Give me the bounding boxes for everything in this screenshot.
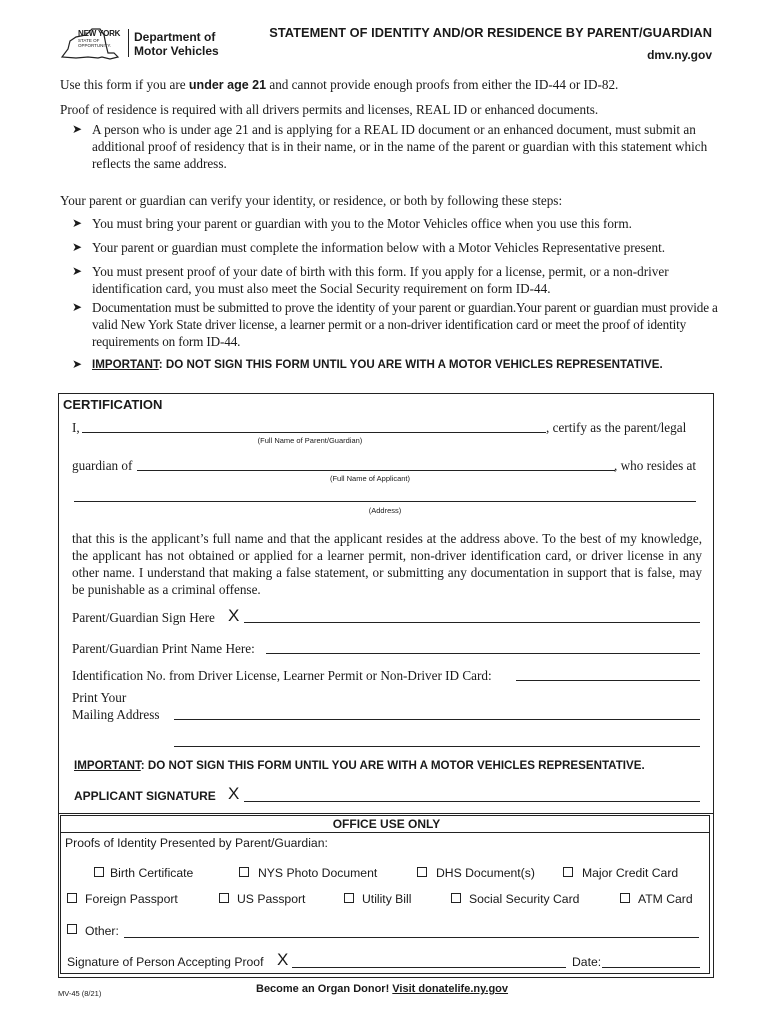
- arrow-icon: ➤: [72, 240, 83, 254]
- certification-section: [58, 393, 714, 814]
- checkbox-nys-photo-document[interactable]: [239, 867, 249, 877]
- intro-under-21: Use this form if you are under age 21 and cannot provide enough proofs from either the ID-44 or ID-82.: [60, 77, 619, 92]
- form-number: MV-45 (8/21): [58, 989, 102, 998]
- label-certify: , certify as the parent/legal: [546, 420, 687, 435]
- address-field[interactable]: [74, 501, 696, 502]
- important-notice-top: ➤ IMPORTANT: DO NOT SIGN THIS FORM UNTIL YOU ARE WITH A MOTOR VEHICLES REPRESENTATIVE.: [72, 357, 663, 371]
- label-major-credit-card: Major Credit Card: [582, 866, 679, 880]
- label-nys-photo-document: NYS Photo Document: [258, 866, 378, 880]
- label-atm-card: ATM Card: [638, 892, 693, 906]
- signature-x-mark: X: [228, 606, 240, 625]
- accepting-x-mark: X: [277, 950, 289, 969]
- intro-proof-residence: Proof of residence is required with all drivers permits and licenses, REAL ID or enhanced documents.: [60, 102, 599, 117]
- label-id-number: Identification No. from Driver License, Learner Permit or Non-Driver ID Card:: [72, 668, 492, 683]
- label-parent-print-name: Parent/Guardian Print Name Here:: [72, 641, 255, 656]
- label-other: Other:: [85, 924, 119, 938]
- checkbox-atm-card[interactable]: [620, 893, 630, 903]
- label-dhs-documents: DHS Document(s): [436, 866, 535, 880]
- label-utility-bill: Utility Bill: [362, 892, 412, 906]
- label-print-your: Print Your: [72, 690, 127, 705]
- applicant-signature-field[interactable]: [244, 801, 700, 802]
- arrow-icon: ➤: [72, 216, 83, 230]
- parent-signature-field[interactable]: [244, 622, 700, 623]
- bullet-complete-info: ➤ Your parent or guardian must complete the information below with a Motor Vehicles Representative present.: [72, 240, 666, 255]
- id-number-field[interactable]: [516, 680, 700, 681]
- label-social-security-card: Social Security Card: [469, 892, 580, 906]
- parent-name-field[interactable]: [82, 432, 546, 433]
- office-heading-divider: [60, 832, 710, 833]
- intro-steps: Your parent or guardian can verify your identity, or residence, or both by following these steps:: [60, 193, 563, 208]
- form-title: STATEMENT OF IDENTITY AND/OR RESIDENCE BY PARENT/GUARDIAN: [269, 25, 712, 40]
- other-field[interactable]: [124, 937, 699, 938]
- bullet-date-of-birth: ➤ You must present proof of your date of birth with this form. If you apply for a license, permit, or a non-driver identification card, you must also meet the Social Security requirement on form ID-44.: [72, 264, 669, 296]
- arrow-icon: ➤: [72, 357, 83, 371]
- parent-print-name-field[interactable]: [266, 653, 700, 654]
- checkbox-utility-bill[interactable]: [344, 893, 354, 903]
- logo-state-name: NEW YORK: [78, 29, 121, 38]
- checkbox-major-credit-card[interactable]: [563, 867, 573, 877]
- certification-heading: CERTIFICATION: [63, 397, 163, 412]
- checkbox-us-passport[interactable]: [219, 893, 229, 903]
- mailing-address-field-2[interactable]: [174, 746, 700, 747]
- caption-applicant-name: (Full Name of Applicant): [329, 474, 411, 483]
- office-use-heading: OFFICE USE ONLY: [332, 817, 441, 831]
- date-field[interactable]: [602, 967, 700, 968]
- bullet-real-id: ➤ A person who is under age 21 and is applying for a REAL ID document or an enhanced document, must submit an additional proof of residency that is in their name, or in the name of the parent or guardian with this statement which reflects the same address.: [72, 122, 708, 171]
- checkbox-other[interactable]: [67, 924, 77, 934]
- checkbox-social-security-card[interactable]: [451, 893, 461, 903]
- label-guardian-of: guardian of: [72, 458, 133, 473]
- label-resides: , who resides at: [614, 458, 697, 473]
- department-name: Department of Motor Vehicles: [134, 30, 219, 58]
- label-birth-certificate: Birth Certificate: [110, 866, 194, 880]
- bullet-bring-parent: ➤ You must bring your parent or guardian with you to the Motor Vehicles office when you use this form.: [72, 216, 632, 231]
- caption-parent-name: (Full Name of Parent/Guardian): [257, 436, 363, 445]
- arrow-icon: ➤: [72, 264, 83, 278]
- checkbox-dhs-documents[interactable]: [417, 867, 427, 877]
- label-signature-accepting: Signature of Person Accepting Proof: [67, 955, 264, 969]
- organ-donor-notice: Become an Organ Donor! Visit donatelife.ny.gov: [256, 983, 509, 995]
- logo-divider: [128, 29, 129, 57]
- accepting-signature-field[interactable]: [292, 967, 566, 968]
- donatelife-link[interactable]: Visit donatelife.ny.gov: [392, 983, 509, 995]
- important-notice-cert: IMPORTANT: DO NOT SIGN THIS FORM UNTIL YOU ARE WITH A MOTOR VEHICLES REPRESENTATIVE.: [74, 759, 645, 772]
- arrow-icon: ➤: [72, 300, 82, 314]
- label-i: I,: [72, 420, 80, 435]
- label-date: Date:: [572, 955, 602, 969]
- label-parent-sign: Parent/Guardian Sign Here: [72, 610, 215, 625]
- applicant-x-mark: X: [228, 784, 240, 803]
- label-applicant-signature: APPLICANT SIGNATURE: [74, 789, 216, 803]
- checkbox-foreign-passport[interactable]: [67, 893, 77, 903]
- applicant-name-field[interactable]: [137, 470, 615, 471]
- arrow-icon: ➤: [72, 122, 83, 136]
- logo-tagline: STATE OF OPPORTUNITY.: [78, 38, 112, 48]
- bullet-documentation: ➤ Documentation must be submitted to prove the identity of your parent or guardian.Your parent or guardian must provide a valid New York State driver license, a learner permit or a non-driver identification card or meet the proof of identity requirements on form ID-44.: [72, 300, 718, 349]
- label-us-passport: US Passport: [237, 892, 306, 906]
- checkbox-birth-certificate[interactable]: [94, 867, 104, 877]
- label-mailing-address: Mailing Address: [72, 707, 160, 722]
- caption-address: (Address): [368, 506, 402, 515]
- certification-statement: that this is the applicant’s full name and that the applicant resides at the address above. To the best of my knowledge, the applicant has not obtained or applied for a learner permit, non-driver identification card, or driver license in any other name. I understand that making a false statement, or submitting any documentation in support that is false, may be punishable as a criminal offense.: [72, 531, 702, 597]
- website-url: dmv.ny.gov: [647, 48, 712, 62]
- label-proofs-presented: Proofs of Identity Presented by Parent/Guardian:: [65, 836, 328, 850]
- mailing-address-field-1[interactable]: [174, 719, 700, 720]
- label-foreign-passport: Foreign Passport: [85, 892, 178, 906]
